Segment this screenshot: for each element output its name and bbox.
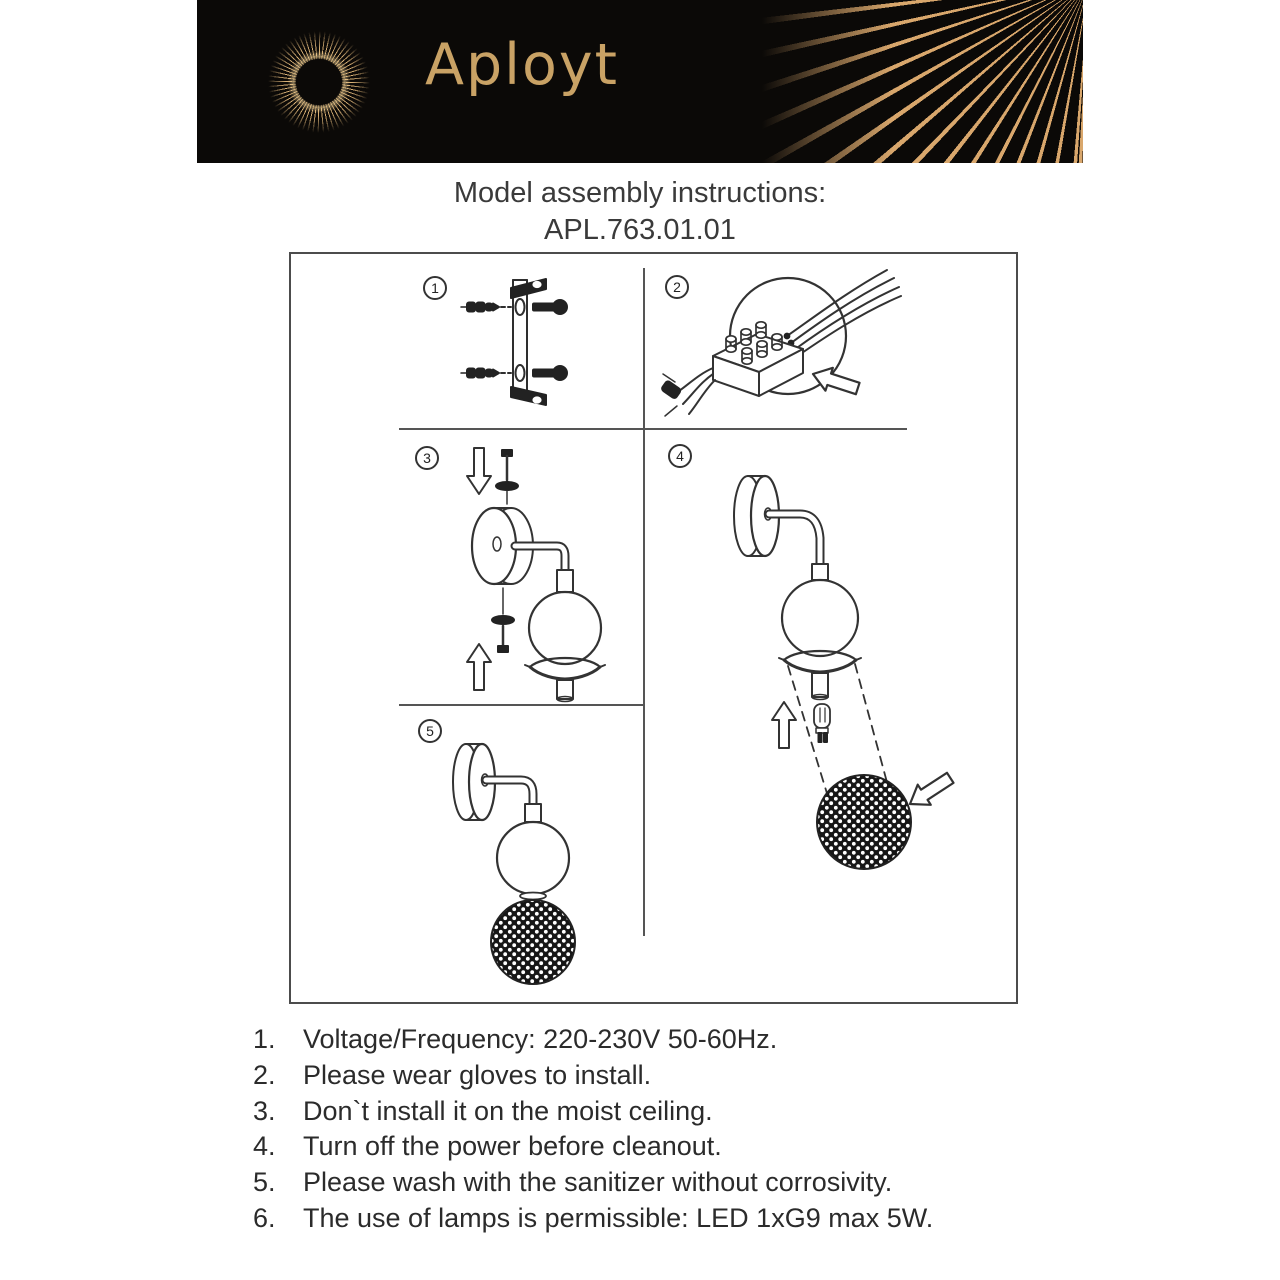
decorative-rays-icon bbox=[738, 0, 1083, 163]
page-title: Model assembly instructions: bbox=[453, 177, 827, 209]
list-item: 5. Please wash with the sanitizer without corrosivity. bbox=[253, 1167, 893, 1198]
crystal-shade-icon bbox=[491, 900, 575, 984]
crystal-shade-icon bbox=[817, 775, 911, 869]
arrow-up-icon bbox=[772, 702, 796, 748]
g9-bulb-icon bbox=[814, 704, 830, 742]
list-item: 2. Please wear gloves to install. bbox=[253, 1059, 652, 1090]
assembly-diagram-box bbox=[289, 252, 1018, 1004]
sunburst-logo-icon bbox=[257, 20, 381, 144]
step-2-number: 2 bbox=[665, 275, 689, 299]
arrow-up-icon bbox=[467, 644, 491, 690]
list-item: 3. Don`t install it on the moist ceiling. bbox=[253, 1095, 713, 1126]
step1-wall-bracket-diagram bbox=[441, 270, 651, 455]
arrow-icon bbox=[903, 768, 956, 814]
model-number: APL.763.01.01 bbox=[544, 214, 736, 246]
step4-bulb-and-shade-diagram bbox=[676, 450, 976, 890]
step3-canopy-mounting-diagram bbox=[419, 440, 649, 705]
step2-wiring-diagram bbox=[653, 262, 923, 437]
list-item: 4. Turn off the power before cleanout. bbox=[253, 1131, 722, 1162]
screw-icon bbox=[533, 300, 567, 380]
list-item: 1. Voltage/Frequency: 220-230V 50-60Hz. bbox=[253, 1024, 778, 1054]
brand-name: Aployt bbox=[425, 32, 619, 98]
wall-anchor-icon bbox=[461, 303, 499, 378]
step-1-number: 1 bbox=[423, 276, 447, 300]
arrow-down-icon bbox=[467, 448, 491, 494]
step-3-number: 3 bbox=[415, 446, 439, 470]
title-block bbox=[0, 175, 1280, 249]
step-4-number: 4 bbox=[668, 444, 692, 468]
step5-assembled-lamp-diagram bbox=[431, 736, 641, 1006]
step-5-number: 5 bbox=[418, 719, 442, 743]
list-item: 6. The use of lamps is permissible: LED 1xG9 max 5W. bbox=[253, 1202, 934, 1233]
brand-banner bbox=[197, 0, 1083, 163]
safety-notes-list bbox=[253, 1022, 933, 1237]
